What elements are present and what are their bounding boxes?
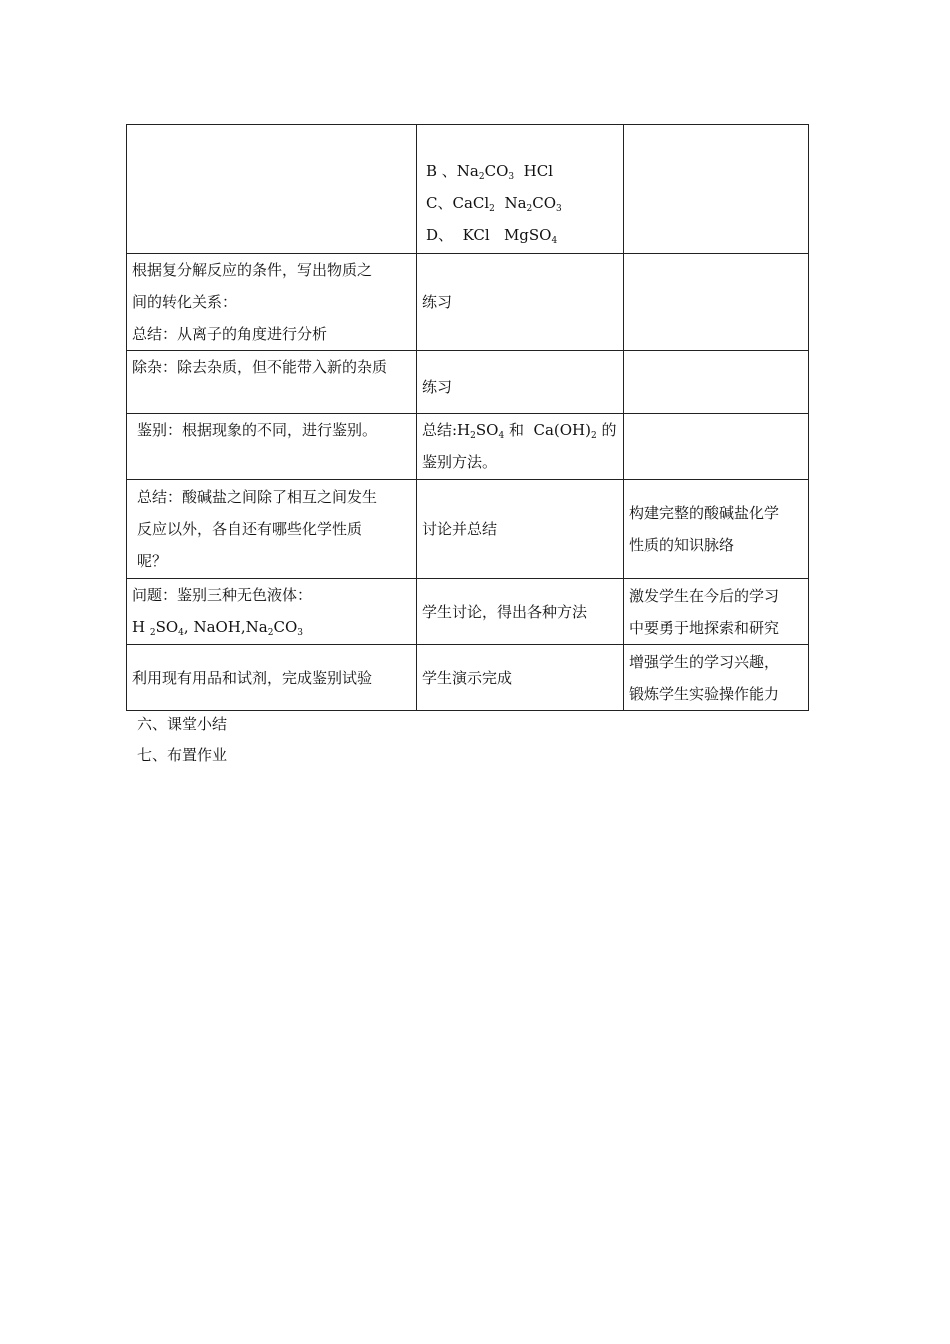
section-heading-homework: 七、布置作业 (137, 746, 228, 764)
table-cell: 练习 (417, 351, 624, 414)
options-cell (417, 125, 624, 254)
table-row (127, 579, 809, 645)
table-row (127, 480, 809, 579)
table-cell: 总结$:H_2SO_4$ 和 $Ca(OH)_2$ 的 鉴别方法。 (417, 414, 624, 480)
table-cell: 总结：酸碱盐之间除了相互之间发生 反应以外，各自还有哪些化学性质 呢？ (127, 480, 417, 579)
table-cell (624, 351, 809, 414)
table-cell: 学生讨论，得出各种方法 (417, 579, 624, 645)
table-cell: 构建完整的酸碱盐化学 性质的知识脉络 (624, 480, 809, 579)
table-row (127, 645, 809, 711)
table-cell (127, 125, 417, 254)
option-c: C、CaCl$_2$ $Na_2CO_3$ (426, 194, 562, 214)
table-cell: 除杂：除去杂质，但不能带入新的杂质 (127, 351, 417, 414)
table-cell (624, 254, 809, 351)
table-cell: 根据复分解反应的条件，写出物质之 间的转化关系： 总结：从离子的角度进行分析 (127, 254, 417, 351)
table-cell: 学生演示完成 (417, 645, 624, 711)
table-cell: 讨论并总结 (417, 480, 624, 579)
table-row (127, 125, 809, 254)
lesson-plan-table (126, 124, 809, 711)
option-d: D、 KCl MgSO$_4$ (426, 226, 558, 246)
table-cell: 利用现有用品和试剂，完成鉴别试验 (127, 645, 417, 711)
table-cell (624, 414, 809, 480)
table-row (127, 254, 809, 351)
option-b: B 、$Na_2CO_3$ HCl (426, 162, 554, 182)
table-row (127, 414, 809, 480)
table-cell: 问题：鉴别三种无色液体： H $_2SO_4$, $NaOH,Na_2CO_3$ (127, 579, 417, 645)
section-heading-summary: 六、课堂小结 (137, 715, 228, 733)
table-cell: 增强学生的学习兴趣， 锻炼学生实验操作能力 (624, 645, 809, 711)
table-cell: 练习 (417, 254, 624, 351)
table-row (127, 351, 809, 414)
table-cell: 激发学生在今后的学习 中要勇于地探索和研究 (624, 579, 809, 645)
table-cell: 鉴别：根据现象的不同，进行鉴别。 (127, 414, 417, 480)
table-cell (624, 125, 809, 254)
